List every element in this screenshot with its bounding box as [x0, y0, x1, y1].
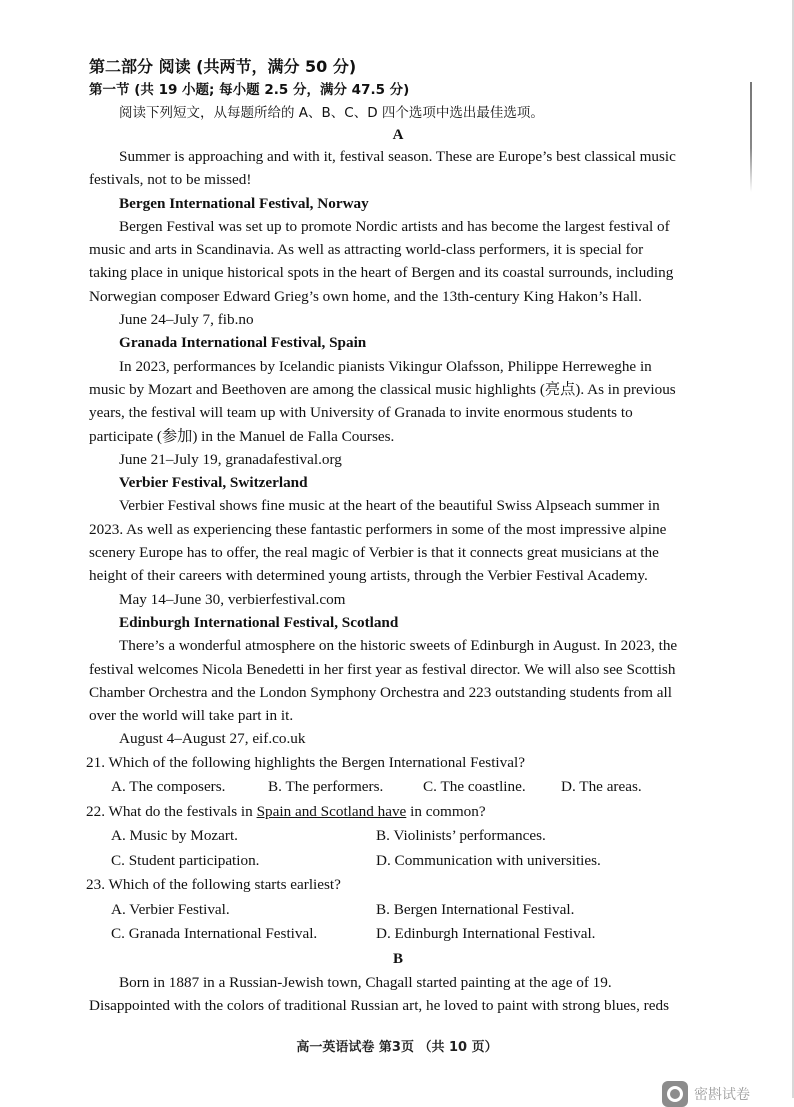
body-line: Norwegian composer Edward Grieg’s own home, and the 13th-century King Hakon’s Hall.	[89, 287, 642, 305]
scanner-watermark	[662, 1081, 750, 1107]
body-line: height of their careers with determined young artists, through the Verbier Festival Academy.	[89, 567, 648, 585]
instruction: 阅读下列短文，从每题所给的 A、B、C、D 四个选项中选出最佳选项。	[119, 105, 544, 121]
option-a: A. Verbier Festival.	[111, 900, 230, 918]
option-d: D. Communication with universities.	[376, 851, 601, 869]
body-line: There’s a wonderful atmosphere on the historic sweets of Edinburgh in August. In 2023, the	[119, 637, 678, 655]
body-line: over the world will take part in it.	[89, 707, 294, 725]
passage-b-letter: B	[392, 950, 403, 967]
intro-line: Summer is approaching and with it, festival season. These are Europe’s best classical music	[119, 148, 676, 165]
option-b: B. Bergen International Festival.	[376, 900, 575, 918]
option-b: B. Violinists’ performances.	[376, 827, 546, 845]
festival-dates-verbier: May 14–June 30, verbierfestival.com	[119, 590, 346, 608]
body-line: Disappointed with the colors of traditional Russian art, he loved to paint with strong blues, reds	[89, 997, 669, 1015]
stem-text: 22. What do the festivals in	[86, 802, 257, 820]
body-line: taking place in unique historical spots in the heart of Bergen and its coastal surrounds, including	[89, 264, 674, 282]
festival-title-granada: Granada International Festival, Spain	[119, 334, 367, 352]
body-line: Chamber Orchestra and the London Symphony Orchestra and 223 outstanding students from all	[89, 683, 672, 701]
festival-title-bergen: Bergen International Festival, Norway	[119, 194, 369, 212]
festival-title-edinburgh: Edinburgh International Festival, Scotland	[119, 613, 399, 631]
festival-dates-bergen: June 24–July 7, fib.no	[119, 311, 254, 329]
option-a: A. The composers.	[111, 778, 226, 796]
body-line: Born in 1887 in a Russian-Jewish town, Chagall started painting at the age of 19.	[119, 973, 612, 991]
watermark-text: 密斟试卷	[694, 1087, 750, 1103]
festival-title-verbier: Verbier Festival, Switzerland	[119, 474, 308, 492]
festival-body-bergen	[89, 215, 707, 308]
question-23-stem: 23. Which of the following starts earliest?	[86, 876, 341, 894]
intro-line: festivals, not to be missed!	[89, 171, 252, 189]
body-line: festival welcomes Nicola Benedetti in her first year as festival director. We will also see Scottish	[89, 660, 676, 678]
option-a: A. Music by Mozart.	[111, 827, 238, 845]
body-line: music and arts in Scandinavia. As well as attracting world-class performers, it is special for	[89, 241, 644, 259]
section-title: 第一节 (共 19 小题; 每小题 2.5 分，满分 47.5 分)	[89, 82, 410, 98]
body-line: participate (参加) in the Manuel de Falla Courses.	[89, 427, 395, 445]
festival-body-edinburgh	[89, 634, 707, 727]
option-c: C. Student participation.	[111, 851, 260, 869]
option-c: C. The coastline.	[423, 778, 526, 796]
question-23-options-row1	[89, 898, 707, 923]
question-23-options-row2	[89, 922, 707, 947]
festival-dates-granada: June 21–July 19, granadafestival.org	[119, 450, 342, 468]
option-b: B. The performers.	[268, 778, 384, 796]
festival-body-verbier	[89, 494, 707, 587]
body-line: 2023. As well as experiencing these fantastic performers in some of the most impressive alpine	[89, 520, 667, 538]
exam-page-content	[86, 54, 707, 1017]
festival-dates-edinburgh: August 4–August 27, eif.co.uk	[119, 730, 306, 748]
option-c: C. Granada International Festival.	[111, 925, 318, 943]
festival-body-granada	[89, 355, 707, 448]
passage-a-letter: A	[392, 127, 404, 143]
question-22-options-row2	[89, 849, 707, 874]
question-22-stem	[86, 800, 707, 825]
body-line: In 2023, performances by Icelandic pianists Vikingur Olafsson, Philippe Herreweghe in	[119, 357, 652, 375]
body-line: scenery Europe has to offer, the real magic of Verbier is that it connects great musicians at the	[89, 544, 659, 562]
question-21-stem: 21. Which of the following highlights the Bergen International Festival?	[86, 753, 525, 771]
body-line: music by Mozart and Beethoven are among the classical music highlights (亮点). As in previous	[89, 380, 676, 398]
camera-scanner-icon	[662, 1081, 688, 1107]
page-footer: 高一英语试卷 第3页 （共 10 页）	[296, 1040, 498, 1055]
question-22-options-row1	[89, 824, 707, 849]
body-line: Bergen Festival was set up to promote Nordic artists and has become the largest festival of	[119, 217, 670, 235]
body-line: years, the festival will team up with University of Granada to invite enormous students to	[89, 404, 633, 422]
stem-text: in common?	[406, 802, 486, 820]
question-21-options	[89, 775, 707, 800]
passage-a-intro	[89, 145, 707, 192]
option-d: D. Edinburgh International Festival.	[376, 925, 596, 943]
body-line: Verbier Festival shows fine music at the heart of the beautiful Swiss Alpseach summer in	[119, 497, 660, 515]
part-title: 第二部分 阅读 (共两节，满分 50 分)	[89, 57, 357, 76]
scan-artifact-line	[750, 82, 752, 192]
option-d: D. The areas.	[561, 778, 642, 796]
passage-b-body	[89, 971, 707, 1018]
stem-underlined-text: Spain and Scotland have	[256, 802, 407, 820]
